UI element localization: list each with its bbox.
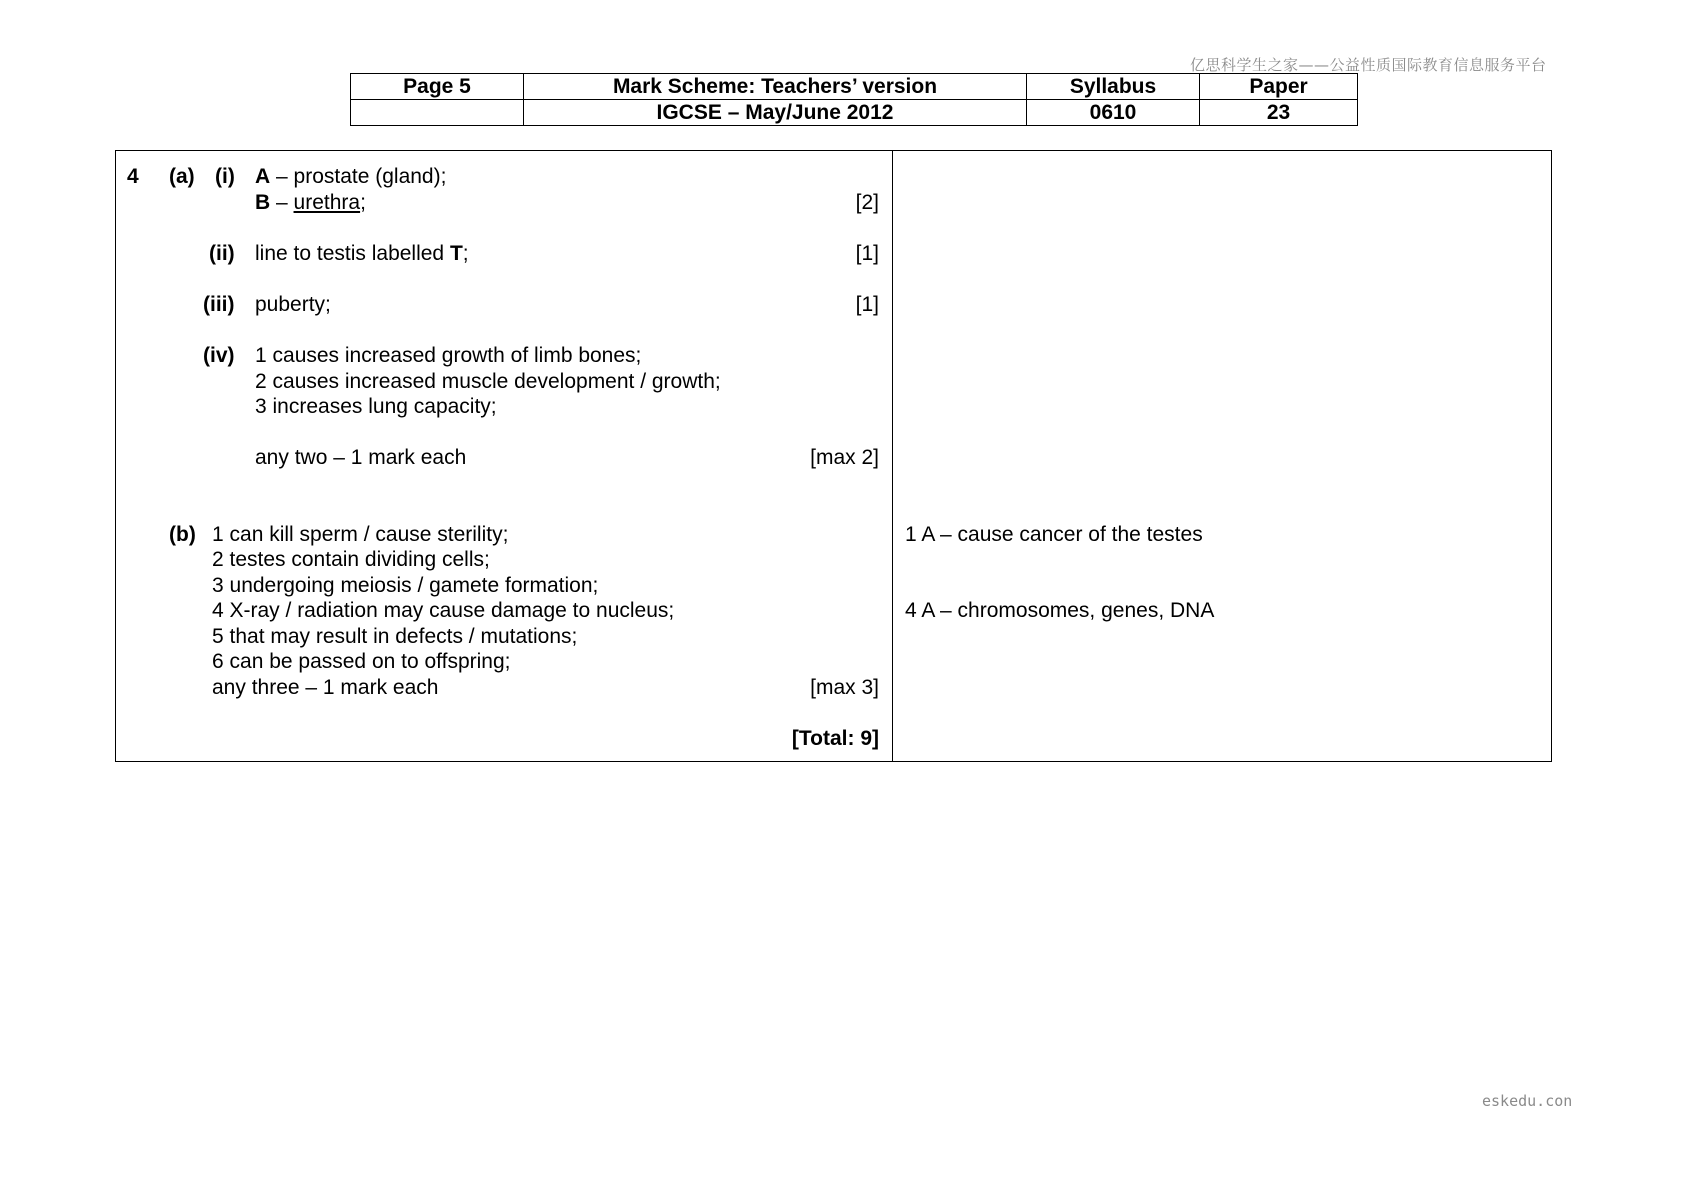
- answer-iv-note: any two – 1 mark each: [255, 446, 467, 469]
- header-empty-cell: [351, 100, 524, 126]
- header-paper-label: Paper: [1200, 74, 1358, 100]
- answer-ii-end: ;: [462, 242, 469, 265]
- watermark-bottom: eskedu.con: [1482, 1092, 1573, 1110]
- header-syllabus-label: Syllabus: [1027, 74, 1200, 100]
- sub-i-label: (i): [215, 165, 235, 188]
- answer-a-text: – prostate (gland);: [270, 165, 447, 188]
- guidance-1: 1 A – cause cancer of the testes: [905, 523, 1203, 546]
- answer-iv-line-3: 3 increases lung capacity;: [255, 395, 497, 418]
- answer-b-line-1: 1 can kill sperm / cause sterility;: [212, 523, 509, 546]
- answer-b-line-2: 2 testes contain dividing cells;: [212, 548, 490, 571]
- sub-iii-label: (iii): [203, 293, 235, 316]
- answer-b-line-5: 5 that may result in defects / mutations;: [212, 625, 578, 648]
- header-table: [350, 73, 1358, 126]
- header-page: Page 5: [351, 74, 524, 100]
- answer-b-dash: –: [270, 191, 294, 214]
- header-syllabus: 0610: [1027, 100, 1200, 126]
- column-divider: [892, 151, 893, 761]
- marks-ii: [1]: [855, 242, 879, 265]
- answer-b-note: any three – 1 mark each: [212, 676, 439, 699]
- answer-b-end: ;: [360, 191, 366, 214]
- mark-scheme-table: [115, 150, 1552, 762]
- header-title: Mark Scheme: Teachers’ version: [524, 74, 1027, 100]
- answer-iv-line-1: 1 causes increased growth of limb bones;: [255, 344, 642, 367]
- marks-b: [max 3]: [810, 676, 879, 699]
- answer-a: [255, 165, 446, 189]
- marks-iv: [max 2]: [810, 446, 879, 469]
- answer-ii: [255, 242, 469, 266]
- header-exam: IGCSE – May/June 2012: [524, 100, 1027, 126]
- answer-b-line-6: 6 can be passed on to offspring;: [212, 650, 511, 673]
- letter-a: A: [255, 165, 271, 188]
- total-marks: [Total: 9]: [791, 727, 879, 750]
- marks-iii: [1]: [855, 293, 879, 316]
- answer-ii-text: line to testis labelled: [255, 242, 450, 265]
- watermark-top: 亿思科学生之家——公益性质国际教育信息服务平台: [1190, 56, 1547, 74]
- question-number: 4: [127, 165, 139, 188]
- header-paper: 23: [1200, 100, 1358, 126]
- guidance-4: 4 A – chromosomes, genes, DNA: [905, 599, 1215, 622]
- marks-i: [2]: [855, 191, 879, 214]
- answer-b-line-4: 4 X-ray / radiation may cause damage to nucleus;: [212, 599, 675, 622]
- answer-b: [255, 191, 366, 215]
- part-b-label: (b): [169, 523, 196, 546]
- sub-ii-label: (ii): [209, 242, 235, 265]
- part-a-label: (a): [169, 165, 195, 188]
- answer-b-word: urethra: [293, 191, 361, 214]
- letter-b: B: [255, 191, 271, 214]
- answer-iii: puberty;: [255, 293, 331, 316]
- sub-iv-label: (iv): [203, 344, 235, 367]
- answer-b-line-3: 3 undergoing meiosis / gamete formation;: [212, 574, 599, 597]
- answer-ii-bold: T: [449, 242, 463, 265]
- answer-iv-line-2: 2 causes increased muscle development / growth;: [255, 370, 721, 393]
